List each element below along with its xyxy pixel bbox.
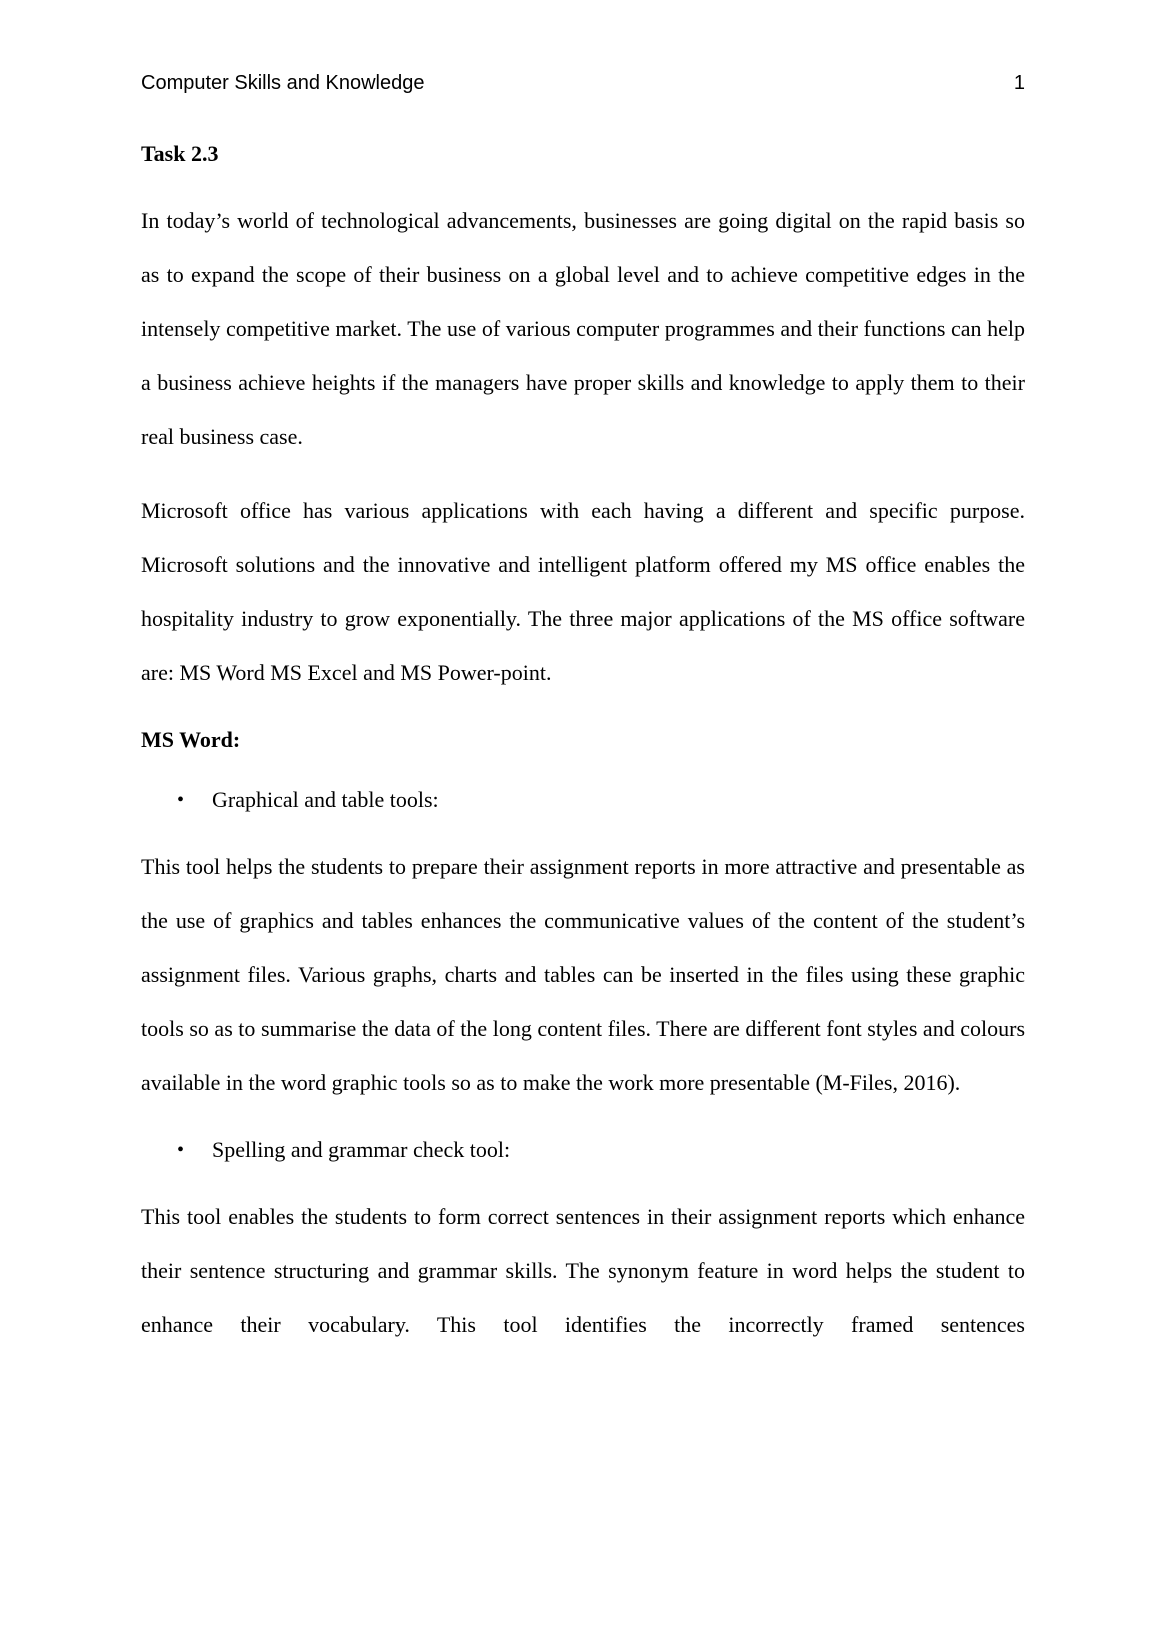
page-number: 1 bbox=[1013, 72, 1025, 94]
bullet-item-spelling-grammar bbox=[141, 1130, 1025, 1170]
bullet-label: Graphical and table tools: bbox=[212, 787, 439, 812]
bullet-label: Spelling and grammar check tool: bbox=[212, 1137, 511, 1162]
intro-paragraph: In today’s world of technological advancements, businesses are going digital on the rapid basis so as to expand the scope of their business on a global level and to achieve competitive edges in the intensely competitive market. The use of various computer programmes and their functions can help a business achieve heights if the managers have proper skills and knowledge to apply them to their real business case. bbox=[141, 208, 1025, 449]
spelling-grammar-paragraph: This tool enables the students to form correct sentences in their assignment reports which enhance their sentence structuring and grammar skills. The synonym feature in word helps the student to enhance their vocabulary. This tool identifies the incorrectly framed sentences bbox=[141, 1204, 1025, 1337]
graphical-tools-paragraph: This tool helps the students to prepare their assignment reports in more attractive and presentable as the use of graphics and tables enhances the communicative values of the content of the student’s assignment files. Various graphs, charts and tables can be inserted in the files using these graphic tools so as to summarise the data of the long content files. There are different font styles and colours available in the word graphic tools so as to make the work more presentable (M-Files, 2016). bbox=[141, 854, 1025, 1095]
task-heading: Task 2.3 bbox=[141, 141, 219, 166]
office-paragraph: Microsoft office has various applications with each having a different and specific purpose. Microsoft solutions and the innovative and intelligent platform offered my MS office enables the hospitality industry to grow exponentially. The three major applications of the MS office software are: MS Word MS Excel and MS Power-point. bbox=[141, 498, 1025, 685]
bullet-item-graphical-tools bbox=[141, 780, 1025, 820]
document-body bbox=[141, 134, 1025, 1372]
running-head-title: Computer Skills and Knowledge bbox=[141, 72, 425, 94]
ms-word-heading: MS Word: bbox=[141, 727, 241, 752]
bullet-icon: • bbox=[177, 1139, 185, 1161]
bullet-icon: • bbox=[177, 789, 185, 811]
page-header bbox=[141, 68, 1025, 98]
